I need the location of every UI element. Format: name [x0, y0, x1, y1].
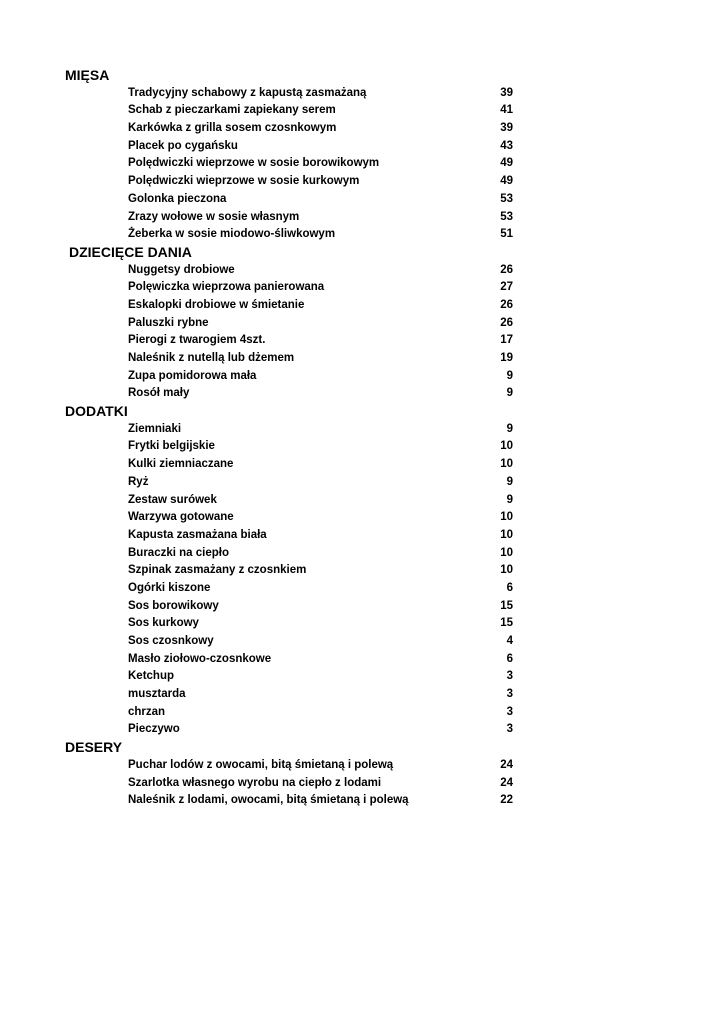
menu-item-price: 10 — [500, 440, 513, 453]
menu-item-price: 26 — [500, 316, 513, 329]
menu-item-price: 3 — [506, 670, 513, 683]
menu-item-row — [0, 456, 723, 474]
menu-item-row — [0, 385, 723, 403]
menu-item-name: Ryż — [128, 475, 149, 488]
menu-item-name: Nuggetsy drobiowe — [128, 263, 235, 276]
menu-item-row — [0, 350, 723, 368]
menu-item-price: 51 — [500, 228, 513, 241]
menu-item-row — [0, 651, 723, 669]
menu-item-price: 27 — [500, 281, 513, 294]
menu-item-name: Szpinak zasmażany z czosnkiem — [128, 564, 307, 577]
menu-item-name: Sos kurkowy — [128, 617, 199, 630]
menu-item-name: Ketchup — [128, 670, 174, 683]
menu-item-name: Frytki belgijskie — [128, 440, 215, 453]
menu-item-name: Naleśnik z nutellą lub dżemem — [128, 352, 295, 364]
menu-item-price: 10 — [500, 528, 513, 541]
menu-item-name: Pierogi z twarogiem 4szt. — [128, 334, 266, 347]
menu-item-row — [0, 226, 723, 244]
menu-item-row — [0, 279, 723, 297]
menu-item-name: Żeberka w sosie miodowo-śliwkowym — [128, 228, 336, 241]
menu-item-row — [0, 102, 723, 120]
menu-item-price: 26 — [500, 298, 513, 311]
menu-item-row — [0, 633, 723, 651]
menu-item-row — [0, 297, 723, 315]
menu-item-name: Ziemniaki — [128, 422, 182, 435]
menu-item-row — [0, 474, 723, 492]
menu-item-name: Buraczki na ciepło — [128, 546, 229, 559]
menu-item-name: Schab z pieczarkami zapiekany serem — [128, 104, 336, 117]
menu-item-price: 49 — [500, 157, 513, 170]
menu-item-name: Karkówka z grilla sosem czosnkowym — [128, 122, 337, 135]
menu-item-row — [0, 421, 723, 439]
menu-item-row — [0, 598, 723, 616]
menu-item-price: 9 — [506, 475, 513, 488]
menu-item-name: Masło ziołowo-czosnkowe — [128, 652, 272, 665]
menu-item-price: 19 — [500, 352, 513, 364]
menu-item-row — [0, 775, 723, 793]
menu-item-name: Eskalopki drobiowe w śmietanie — [128, 298, 305, 311]
menu-item-name: Ogórki kiszone — [128, 581, 211, 594]
menu-item-price: 10 — [500, 546, 513, 559]
menu-item-row — [0, 757, 723, 775]
menu-item-price: 10 — [500, 564, 513, 577]
menu-item-name: Polędwiczki wieprzowe w sosie kurkowym — [128, 175, 360, 188]
menu-item-price: 3 — [506, 723, 513, 736]
menu-item-row — [0, 120, 723, 138]
menu-item-row — [0, 85, 723, 103]
menu-item-price: 9 — [506, 387, 513, 400]
menu-item-row — [0, 155, 723, 173]
menu-item-name: Polędwiczki wieprzowe w sosie borowikowym — [128, 157, 380, 170]
menu-item-price: 39 — [500, 122, 513, 135]
menu-item-price: 10 — [500, 511, 513, 524]
menu-item-name: Kapusta zasmażana biała — [128, 528, 267, 541]
menu-item-name: Warzywa gotowane — [128, 511, 234, 524]
menu-item-row — [0, 615, 723, 633]
menu-item-name: Golonka pieczona — [128, 192, 227, 205]
section-heading: DZIECIĘCE DANIA — [69, 243, 192, 260]
menu-item-name: Zupa pomidorowa mała — [128, 369, 257, 382]
menu-item-price: 6 — [506, 652, 513, 665]
menu-item-price: 26 — [500, 263, 513, 276]
menu-item-price: 9 — [506, 493, 513, 506]
menu-item-row — [0, 509, 723, 527]
menu-item-row — [0, 545, 723, 563]
menu-item-row — [0, 173, 723, 191]
menu-item-price: 17 — [500, 334, 513, 347]
menu-item-row — [0, 209, 723, 227]
menu-item-row — [0, 492, 723, 510]
menu-item-name: chrzan — [128, 705, 166, 718]
menu-item-row — [0, 527, 723, 545]
menu-item-price: 3 — [506, 705, 513, 718]
menu-list — [0, 67, 723, 810]
menu-item-row — [0, 721, 723, 739]
menu-item-row — [0, 686, 723, 704]
menu-item-price: 15 — [500, 617, 513, 630]
section-heading: MIĘSA — [65, 67, 110, 83]
menu-item-price: 24 — [500, 776, 513, 789]
menu-item-price: 53 — [500, 210, 513, 223]
section-heading: DESERY — [65, 739, 123, 756]
menu-item-price: 10 — [500, 458, 513, 471]
menu-item-row — [0, 562, 723, 580]
menu-item-row — [0, 191, 723, 209]
menu-item-name: Placek po cygańsku — [128, 139, 238, 152]
menu-item-row — [0, 438, 723, 456]
menu-item-price: 39 — [500, 86, 513, 99]
menu-item-name: musztarda — [128, 688, 186, 701]
menu-item-price: 9 — [506, 422, 513, 435]
menu-item-row — [0, 580, 723, 598]
menu-item-name: Zrazy wołowe w sosie własnym — [128, 210, 300, 223]
menu-item-price: 41 — [500, 104, 513, 117]
menu-item-price: 22 — [500, 794, 513, 807]
menu-item-name: Kulki ziemniaczane — [128, 458, 234, 471]
menu-item-row — [0, 332, 723, 350]
menu-item-name: Rosół mały — [128, 387, 190, 400]
menu-item-row — [0, 668, 723, 686]
menu-item-price: 49 — [500, 175, 513, 188]
menu-item-name: Sos borowikowy — [128, 599, 219, 612]
menu-item-price: 4 — [506, 635, 513, 647]
menu-item-row — [0, 704, 723, 722]
menu-item-price: 6 — [506, 581, 513, 594]
menu-item-row — [0, 262, 723, 280]
menu-item-price: 15 — [500, 599, 513, 612]
menu-item-name: Sos czosnkowy — [128, 635, 214, 647]
menu-item-price: 3 — [506, 688, 513, 701]
menu-item-name: Naleśnik z lodami, owocami, bitą śmietaną i polewą — [128, 794, 409, 807]
menu-item-name: Szarlotka własnego wyrobu na ciepło z lodami — [128, 776, 382, 789]
menu-item-name: Puchar lodów z owocami, bitą śmietaną i polewą — [128, 758, 394, 771]
menu-item-row — [0, 315, 723, 333]
menu-item-name: Tradycyjny schabowy z kapustą zasmażaną — [128, 86, 367, 99]
section-heading: DODATKI — [65, 403, 128, 420]
menu-item-price: 9 — [506, 369, 513, 382]
menu-item-row — [0, 792, 723, 810]
menu-item-name: Paluszki rybne — [128, 316, 209, 329]
menu-item-name: Zestaw surówek — [128, 493, 217, 506]
menu-item-row — [0, 138, 723, 156]
menu-item-price: 24 — [500, 758, 513, 771]
menu-item-price: 53 — [500, 192, 513, 205]
menu-item-name: Polęwiczka wieprzowa panierowana — [128, 281, 325, 294]
menu-item-name: Pieczywo — [128, 723, 180, 736]
menu-item-row — [0, 368, 723, 386]
menu-item-price: 43 — [500, 139, 513, 152]
